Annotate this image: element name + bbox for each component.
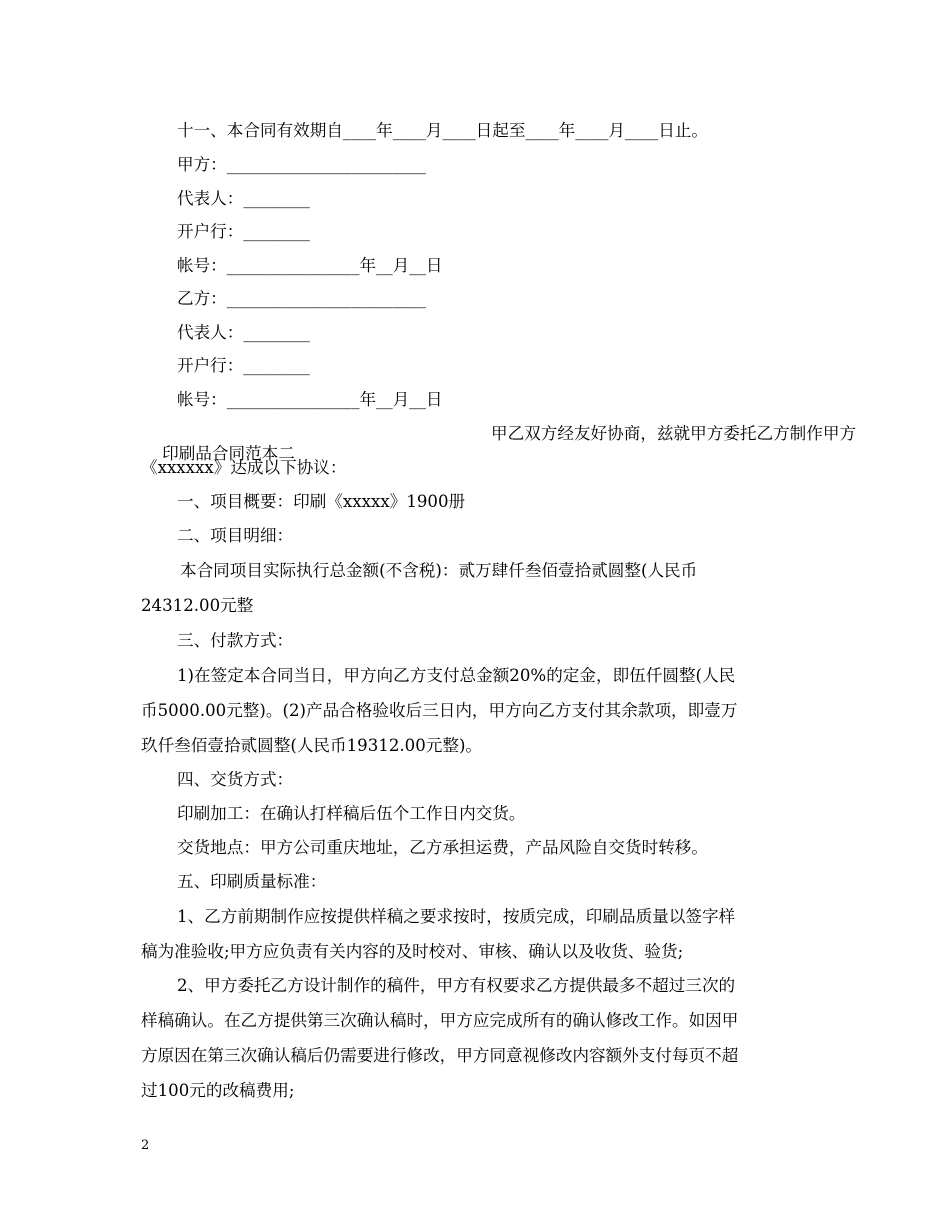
section-5-item-2-line-2: 样稿确认。在乙方提供第三次确认稿时，甲方应完成所有的确认修改工作。如因甲 xyxy=(141,1011,739,1030)
section-2-amount: 本合同项目实际执行总金额(不含税)：贰万肆仟叁佰壹拾贰圆整(人民币 xyxy=(180,561,698,580)
sample-intro-continued: 《xxxxxx》达成以下协议： xyxy=(141,458,347,477)
party-a-account: 帐号：________________年__月__日 xyxy=(177,256,443,275)
sample-title: 印刷品合同范本二 xyxy=(162,444,295,463)
party-b-account: 帐号：________________年__月__日 xyxy=(177,390,443,409)
section-4-location: 交货地点：甲方公司重庆地址，乙方承担运费，产品风险自交货时转移。 xyxy=(177,838,708,857)
section-2-amount-continued: 24312.00元整 xyxy=(141,596,254,615)
party-b-bank: 开户行：________ xyxy=(177,356,310,375)
section-4-processing: 印刷加工：在确认打样稿后伍个工作日内交货。 xyxy=(177,804,526,823)
section-4-heading: 四、交货方式： xyxy=(177,770,294,789)
party-a-bank: 开户行：________ xyxy=(177,222,310,241)
party-a-representative: 代表人：________ xyxy=(177,189,310,208)
section-5-item-1-continued: 稿为准验收;甲方应负责有关内容的及时校对、审核、确认以及收货、验货; xyxy=(141,942,684,961)
section-5-item-2: 2、甲方委托乙方设计制作的稿件，甲方有权要求乙方提供最多不超过三次的 xyxy=(177,976,736,995)
section-5-item-2-line-3: 方原因在第三次确认稿后仍需要进行修改，甲方同意视修改内容额外支付每页不超 xyxy=(141,1046,739,1065)
section-3-body-end: 玖仟叁佰壹拾贰圆整(人民币19312.00元整)。 xyxy=(141,736,483,755)
section-3-body-continued: 币5000.00元整)。(2)产品合格验收后三日内，甲方向乙方支付其余款项，即壹万 xyxy=(141,701,738,720)
section-2-heading: 二、项目明细： xyxy=(177,526,294,545)
sample-intro: 甲乙双方经友好协商，兹就甲方委托乙方制作甲方 xyxy=(491,424,857,443)
party-a-line: 甲方：________________________ xyxy=(177,155,426,174)
section-3-heading: 三、付款方式： xyxy=(177,631,294,650)
section-5-heading: 五、印刷质量标准： xyxy=(177,872,327,891)
party-b-line: 乙方：________________________ xyxy=(177,289,426,308)
section-1-overview: 一、项目概要：印刷《xxxxx》1900册 xyxy=(177,492,466,511)
section-5-item-2-line-4: 过100元的改稿费用; xyxy=(141,1081,295,1100)
sample-heading-line xyxy=(141,424,857,463)
section-3-body: 1)在签定本合同当日，甲方向乙方支付总金额20%的定金，即伍仟圆整(人民 xyxy=(177,666,736,685)
validity-clause: 十一、本合同有效期自____年____月____日起至____年____月____日止。 xyxy=(177,121,708,140)
page-number: 2 xyxy=(141,1138,150,1153)
section-5-item-1: 1、乙方前期制作应按提供样稿之要求按时，按质完成，印刷品质量以签字样 xyxy=(177,907,736,926)
party-b-representative: 代表人：________ xyxy=(177,323,310,342)
